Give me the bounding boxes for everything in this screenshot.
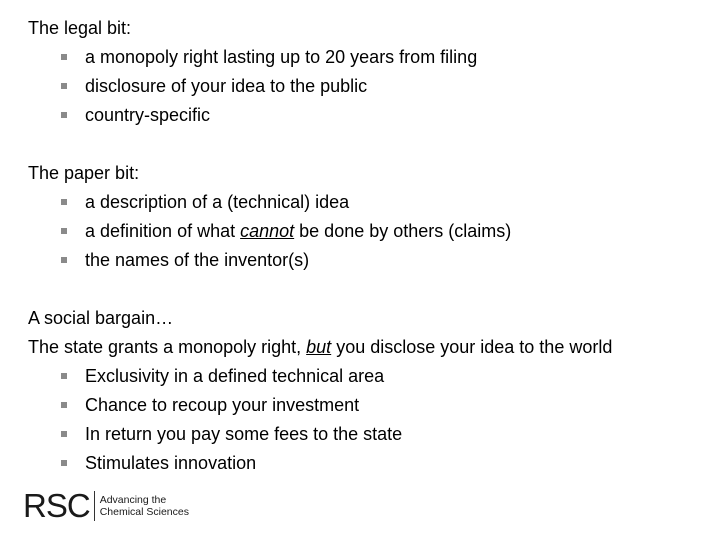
spacer <box>28 275 708 304</box>
list-item: disclosure of your idea to the public <box>28 72 708 101</box>
list-item: Exclusivity in a defined technical area <box>28 362 708 391</box>
square-bullet-icon <box>61 228 67 234</box>
square-bullet-icon <box>61 112 67 118</box>
list-item: Stimulates innovation <box>28 449 708 478</box>
square-bullet-icon <box>61 257 67 263</box>
list-item: a description of a (technical) idea <box>28 188 708 217</box>
rsc-logo <box>23 488 189 524</box>
bargain-statement: The state grants a monopoly right, but you disclose your idea to the world <box>28 337 613 357</box>
list-item: country-specific <box>28 101 708 130</box>
list-item: In return you pay some fees to the state <box>28 420 708 449</box>
square-bullet-icon <box>61 199 67 205</box>
square-bullet-icon <box>61 431 67 437</box>
list-item: a definition of what cannot be done by others (claims) <box>28 217 708 246</box>
rsc-logo-text: RSC <box>23 487 90 524</box>
square-bullet-icon <box>61 373 67 379</box>
logo-divider <box>94 491 95 521</box>
section-heading-bargain: A social bargain… <box>28 308 174 328</box>
spacer <box>28 130 708 159</box>
list-item: Chance to recoup your investment <box>28 391 708 420</box>
list-item: the names of the inventor(s) <box>28 246 708 275</box>
list-item: a monopoly right lasting up to 20 years from filing <box>28 43 708 72</box>
section-heading-paper: The paper bit: <box>28 163 140 183</box>
section-heading-legal: The legal bit: <box>28 18 132 38</box>
slide-content <box>28 14 708 478</box>
rsc-tagline: Advancing the Chemical Sciences <box>99 494 189 518</box>
square-bullet-icon <box>61 402 67 408</box>
square-bullet-icon <box>61 54 67 60</box>
square-bullet-icon <box>61 460 67 466</box>
emphasis-but: but <box>306 337 332 357</box>
square-bullet-icon <box>61 83 67 89</box>
emphasis-cannot: cannot <box>240 221 295 241</box>
